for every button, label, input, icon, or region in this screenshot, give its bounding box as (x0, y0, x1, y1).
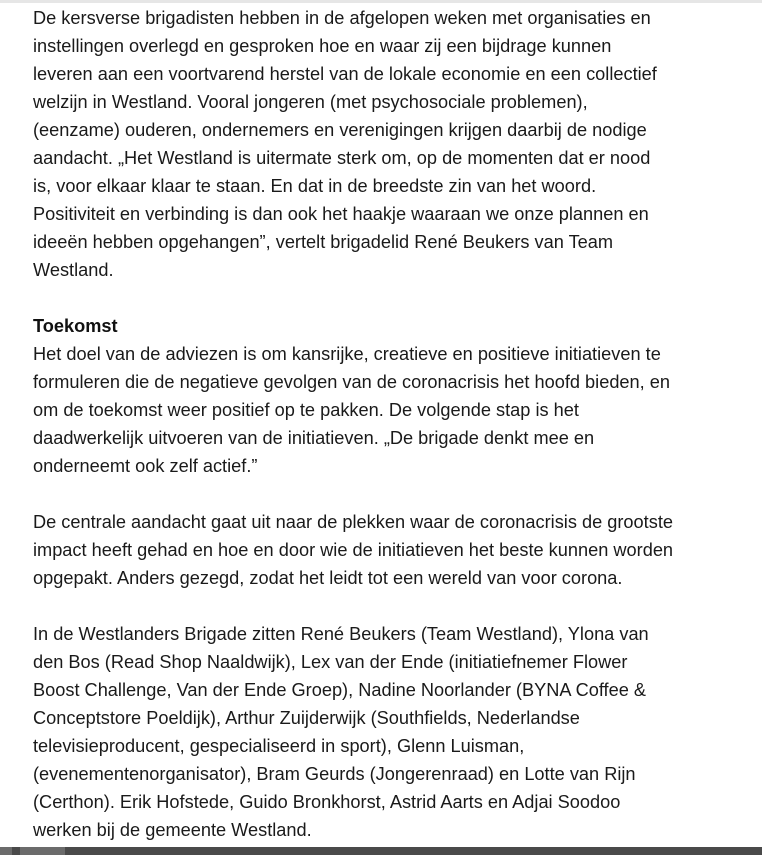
article-paragraph-intro: De kersverse brigadisten hebben in de afgelopen weken met organisaties en instellingen overlegd en gesproken hoe en waar zij een bijdrage kunnen leveren aan een voortvarend herstel van de lokale economie en een collectief welzijn in Westland. Vooral jongeren (met psychosociale problemen), (eenzame) ouderen, ondernemers en verenigingen krijgen daarbij de nodige aandacht. „Het Westland is uitermate sterk om, op de momenten dat er nood is, voor elkaar klaar te staan. En dat in de breedste zin van het woord. Positiviteit en verbinding is dan ook het haakje waaraan we onze plannen en ideeën hebben opgehangen”, vertelt brigadelid René Beukers van Team Westland. (33, 8, 657, 280)
scroll-left-arrow[interactable] (0, 847, 12, 855)
article-body (33, 4, 748, 855)
scrollbar-thumb[interactable] (20, 847, 65, 855)
article-paragraph-goal: Het doel van de adviezen is om kansrijke, creatieve en positieve initiatieven te formuleren die de negatieve gevolgen van de coronacrisis het hoofd bieden, en om de toekomst weer positief op te pakken. De volgende stap is het daadwerkelijk uitvoeren van de initiatieven. „De brigade denkt mee en onderneemt ook zelf actief.” (33, 344, 670, 476)
horizontal-scrollbar[interactable] (0, 847, 762, 855)
section-heading: Toekomst (33, 316, 118, 336)
top-border (0, 0, 762, 3)
article-paragraph-members: In de Westlanders Brigade zitten René Beukers (Team Westland), Ylona van den Bos (Read Shop Naaldwijk), Lex van der Ende (initiatiefnemer Flower Boost Challenge, Van der Ende Groep), Nadine Noorlander (BYNA Coffee & Conceptstore Poeldijk), Arthur Zuijderwijk (Southfields, Nederlandse televisieproducent, gespecialiseerd in sport), Glenn Luisman, (evenementenorganisator), Bram Geurds (Jongerenraad) en Lotte van Rijn (Certhon). Erik Hofstede, Guido Bronkhorst, Astrid Aarts en Adjai Soodoo werken bij de gemeente Westland. (33, 624, 649, 840)
article-paragraph-focus: De centrale aandacht gaat uit naar de plekken waar de coronacrisis de grootste impact heeft gehad en hoe en door wie de initiatieven het beste kunnen worden opgepakt. Anders gezegd, zodat het leidt tot een wereld van voor corona. (33, 512, 674, 588)
